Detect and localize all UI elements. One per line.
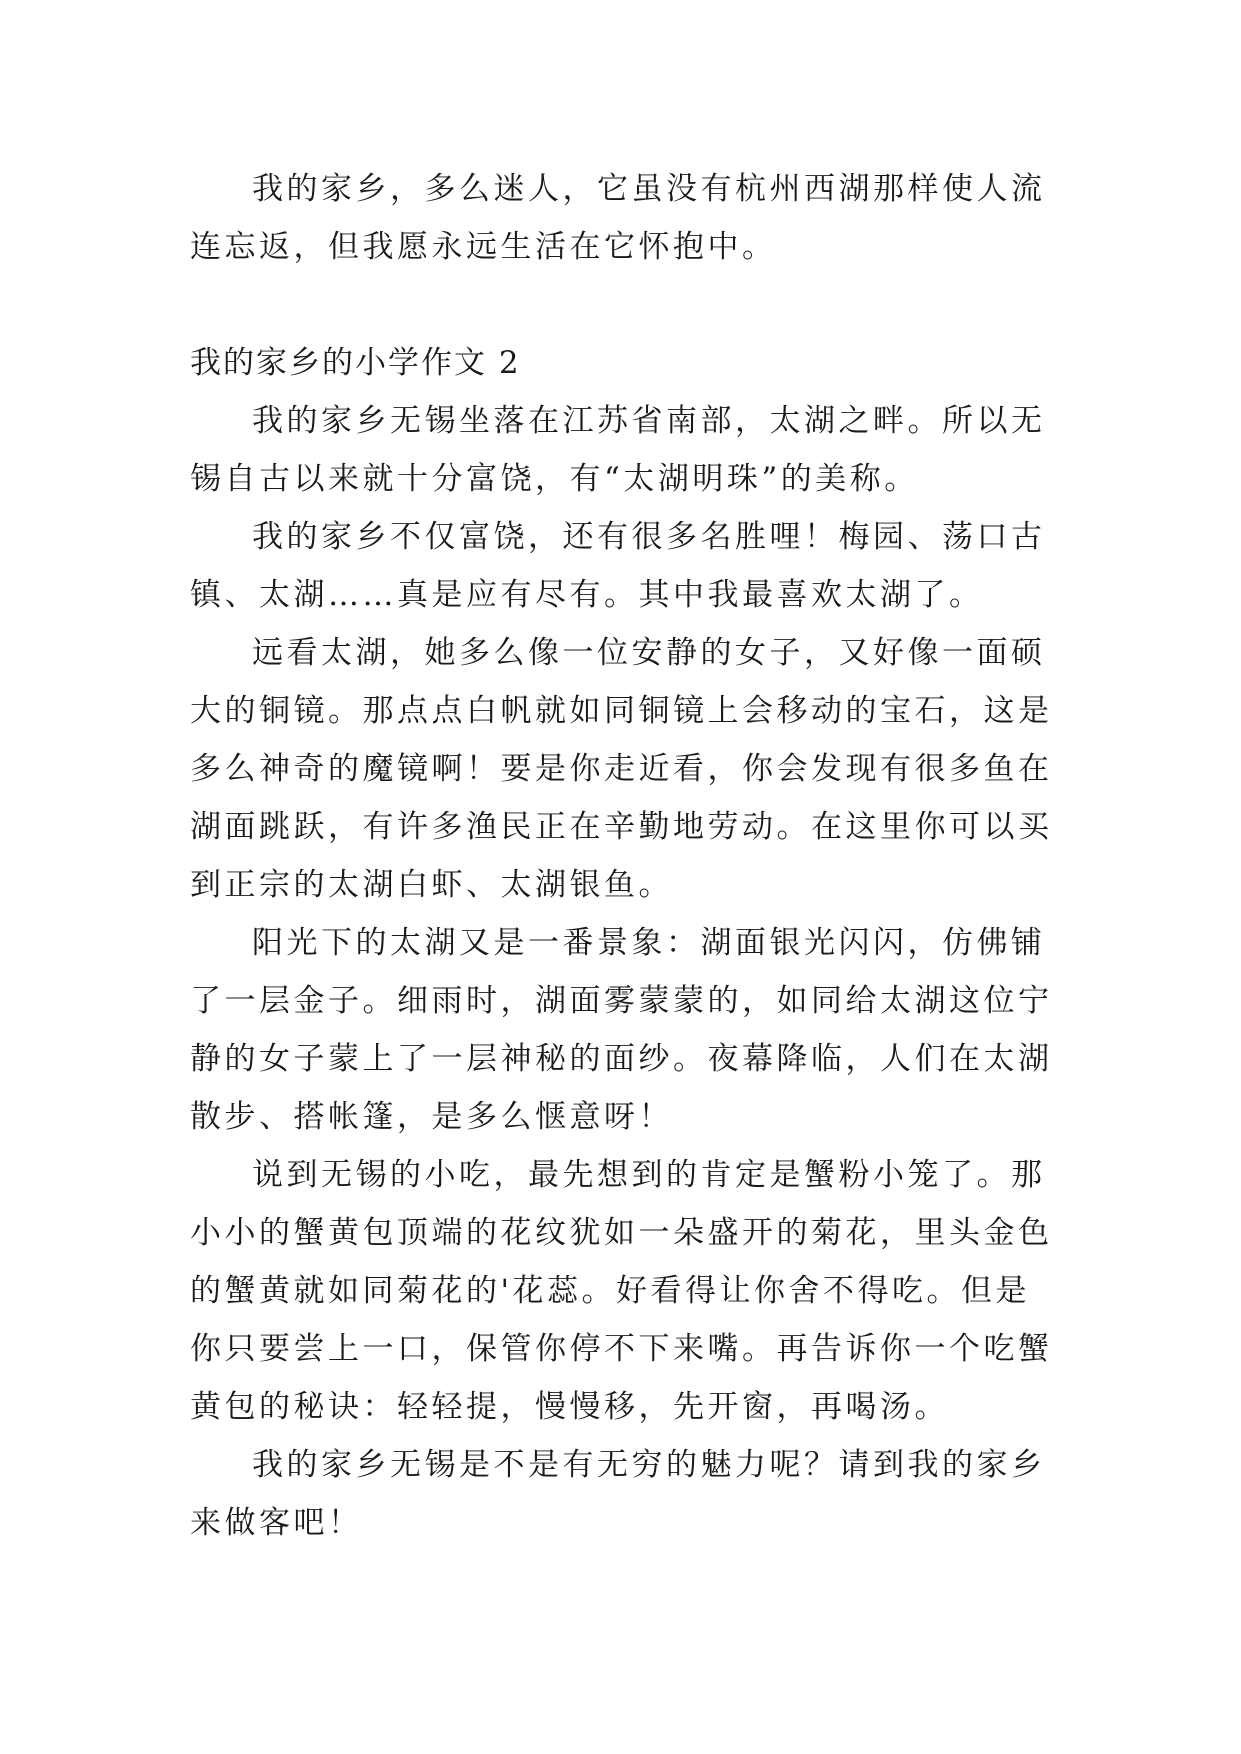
essay-paragraph-1: 我的家乡无锡坐落在江苏省南部，太湖之畔。所以无锡自古以来就十分富饶，有“太湖明珠”的美称。 [190,403,1046,497]
essay-paragraph-2: 我的家乡不仅富饶，还有很多名胜哩！梅园、荡口古镇、太湖……真是应有尽有。其中我最喜欢太湖了。 [190,519,1046,613]
essay-paragraph-3: 远看太湖，她多么像一位安静的女子，又好像一面硕大的铜镜。那点点白帆就如同铜镜上会移动的宝石，这是多么神奇的魔镜啊！要是你走近看，你会发现有很多鱼在湖面跳跃，有许多渔民正在辛勤地劳动。在这里你可以买到正宗的太湖白虾、太湖银鱼。 [190,635,1053,903]
essay-paragraph-6: 我的家乡无锡是不是有无穷的魅力呢？请到我的家乡来做客吧！ [190,1447,1046,1541]
essay-paragraph-4: 阳光下的太湖又是一番景象：湖面银光闪闪，仿佛铺了一层金子。细雨时，湖面雾蒙蒙的，如同给太湖这位宁静的女子蒙上了一层神秘的面纱。夜幕降临，人们在太湖散步、搭帐篷，是多么惬意呀！ [190,925,1053,1135]
essay-heading: 我的家乡的小学作文 2 [190,345,521,381]
document-body [190,160,1060,1552]
essay-paragraph-5: 说到无锡的小吃，最先想到的肯定是蟹粉小笼了。那小小的蟹黄包顶端的花纹犹如一朵盛开的菊花，里头金色的蟹黄就如同菊花的'花蕊。好看得让你舍不得吃。但是你只要尝上一口，保管你停不下来嘴。再告诉你一个吃蟹黄包的秘诀：轻轻提，慢慢移，先开窗，再喝汤。 [190,1157,1053,1425]
section-spacer [190,276,1060,334]
intro-paragraph: 我的家乡，多么迷人，它虽没有杭州西湖那样使人流连忘返，但我愿永远生活在它怀抱中。 [190,171,1046,265]
